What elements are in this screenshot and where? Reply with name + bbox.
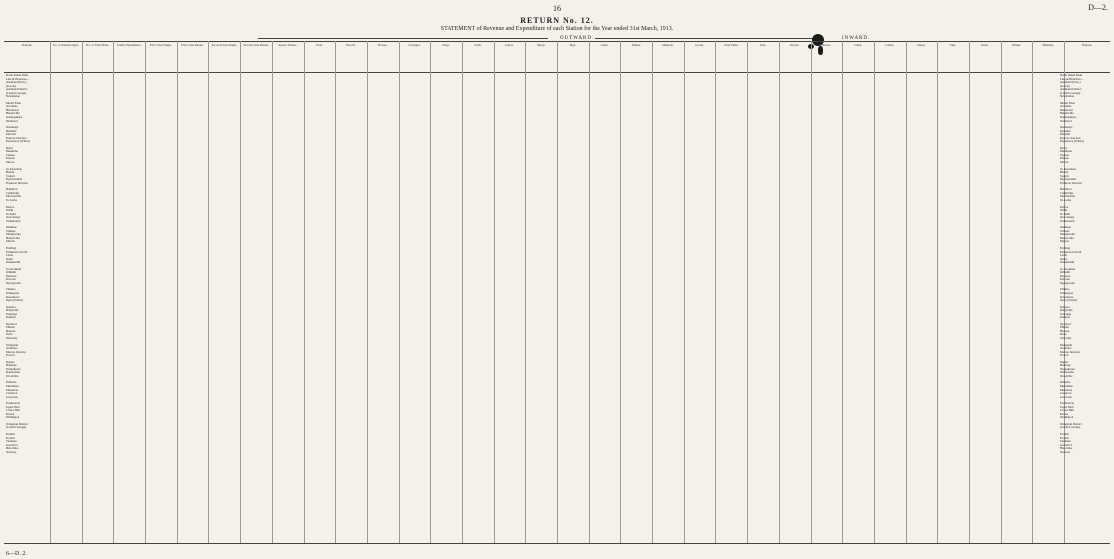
station-name: Katikati [6,316,16,320]
station-name: Kaipara [1060,305,1070,309]
station-name: Carterton [1060,392,1072,396]
station-name: Cambridge [1060,191,1074,195]
station-name: Marton [6,240,15,244]
column-rule [50,41,51,543]
station-name: Mercer [6,161,15,165]
station-name: Opua (Wharf) [6,299,23,303]
station-name: (Central Garage) [6,91,27,95]
station-name: Tauranga [6,312,18,316]
station-name: Marton Junction [6,350,26,354]
station-name: Masterton [6,388,19,392]
station-name: Masterton [1060,388,1073,392]
station-name: Auckland (Pass.) [1060,81,1081,85]
station-name: Lower Hutt [1060,409,1074,413]
station-name: Helensville [6,112,20,116]
station-name: Patea [1060,333,1067,337]
station-name: (Central Garage) [1060,91,1081,95]
return-title: RETURN No. 12. [520,16,594,25]
station-name: Greatford [1060,443,1072,447]
column-header: Grain. [600,44,609,47]
station-name: Otaki [6,257,13,261]
station-name: Taumarunui [6,219,21,223]
station-name: Opua (Wharf) [1060,299,1077,303]
station-name: Aramoho [1060,347,1072,351]
column-header: Carriages. [408,44,421,47]
station-name: Upper Hutt [1060,405,1074,409]
column-header: Calves. [505,44,514,47]
station-name: Woodville [1060,374,1073,378]
station-name: Te Kauwhata [1060,167,1076,171]
column-header: Timber. [631,44,641,47]
station-name: Hastings [6,364,17,368]
station-name: Mangaweka [6,233,21,237]
station-name: Tauranga [1060,312,1072,316]
station-name: Kaukapakapa [1060,116,1077,120]
station-name: Frankton Junction [6,181,28,185]
column-header: Horses. [821,44,831,47]
station-name: Stratford [6,322,17,326]
station-name: Ellerslie [1060,133,1070,137]
station-name: Otahuhu [6,129,17,133]
station-name: Lower Hutt [6,409,20,413]
station-name: Henderson [1060,108,1073,112]
station-name: Auckland District [1060,88,1082,92]
station-name: Wanganui District [6,422,28,426]
station-name: Waverley [1060,337,1072,340]
station-name: Wellington [6,416,20,420]
station-name: Pahiatua [1060,381,1071,385]
station-name: Mount Eden [1060,101,1075,105]
station-name: Henderson [6,108,19,112]
column-header: First Class Return. [181,44,204,47]
station-name: Featherston [6,402,20,406]
station-name: Wanganui District [1060,422,1082,426]
station-name: Paekakariki [6,261,21,265]
column-header: Minerals. [662,44,674,47]
station-name: Stratford [1060,322,1071,326]
station-name: Ngaruawahia [6,178,22,182]
column-header: Total Value. [724,44,739,47]
station-name: Te Kauwhata [6,167,22,171]
station-name: North Island Main [1060,74,1083,77]
station-name: Stanway [6,450,17,454]
document-code: D—2. [1088,3,1108,12]
column-header: Tons. [759,44,767,47]
station-name: Wellsford [1060,119,1072,123]
station-name: Kawakawa [1060,295,1074,299]
station-name: Te Awamutu [6,267,22,271]
station-name: Palmerston North [1060,250,1082,254]
station-name: Morrinsville [6,195,21,199]
station-name: Eketahuna [6,385,19,389]
station-name: Frankton Junction [1060,181,1082,185]
inward-section-label: INWARD. [842,36,871,41]
station-name: Hastings [1060,364,1071,368]
column-header: No. of Train Miles. [85,44,110,47]
station-name: Pokeno [6,157,15,161]
station-name: Rotorua [1060,278,1070,282]
station-name: Wellington [1060,416,1074,420]
station-name: Huntly [1060,171,1069,175]
station-name: (Goods) [1060,84,1070,88]
column-header: Minerals. [1042,44,1054,47]
station-name: Rotorua [6,278,16,282]
column-header: Goods. [695,44,704,47]
station-name: Levin [1060,254,1067,258]
station-name: Woodville [6,374,19,378]
station-name: Stanway [1060,450,1071,454]
station-name: Mangaweka [1060,233,1075,237]
station-name: Turakina [6,440,17,444]
station-name: Drury [1060,146,1068,150]
station-name: Greatford [6,443,18,447]
column-header: Stations. [1081,44,1093,47]
station-name: Ngongotaha [1060,281,1075,285]
station-name: Ohakune [6,226,17,230]
data-table [52,74,1056,540]
station-name: Kaipara [6,305,16,309]
station-name: Te Kuiti [1060,212,1070,216]
station-name: Line & Branches— [1060,77,1084,81]
bottom-rule [4,543,1110,544]
column-header: Second Class Return. [243,44,269,47]
column-header: Parcels. [789,44,800,47]
station-name: Huntly [6,171,15,175]
station-name: Petone [6,412,15,416]
station-name: Ohakune [1060,226,1071,230]
station-name: Paeroa [1060,205,1069,209]
column-header: Timber. [1011,44,1022,47]
page-number: 16 [553,4,561,13]
station-name: Hawera [6,329,16,333]
column-header: Calves. [885,44,895,47]
station-name: Kihikihi [1060,271,1071,275]
station-name: Taumarunui [1060,219,1075,223]
station-name: Halcombe [1060,447,1073,451]
station-name: Foxhill [6,433,15,437]
station-name: Thames [6,288,16,292]
station-name: Foxton [1060,354,1069,358]
station-name: Ngongotaha [6,281,21,285]
station-name: North Island Main [6,74,29,77]
station-name: Aramoho [6,347,18,351]
station-name: Carterton [6,392,18,396]
station-name: Mount Eden [6,101,21,105]
station-name: Hamilton [1060,188,1072,192]
station-name: Dannevirke [1060,371,1074,375]
station-name: Otaki [1060,257,1067,261]
station-name: Dannevirke [6,371,20,375]
station-name: Paeroa [6,205,15,209]
column-header: Stations. [21,44,33,47]
station-name: Te Awamutu [1060,267,1076,271]
station-name: Taihape [1060,229,1070,233]
station-name: Fordell [1060,436,1069,440]
station-name: Te Aroha [6,198,18,202]
station-list-right [1060,74,1110,454]
station-name: Hunterville [1060,236,1074,240]
station-name: Te Kuiti [6,212,16,216]
column-header: Dogs. [442,44,450,47]
column-header: Sheep. [537,44,546,47]
station-name: Avondale [1060,105,1072,109]
station-name: Pukekohe [1060,150,1072,154]
station-name: Katikati [1060,316,1070,320]
station-name: Marton [1060,240,1069,244]
station-name: Cambridge [6,191,20,195]
station-name: Palmerston North [6,250,28,254]
column-header: Pigs. [950,44,957,47]
station-name: Ngaruawahia [1060,178,1076,182]
station-name: (Goods) [6,84,16,88]
station-name: Upper Hutt [6,405,20,409]
station-name: Ellerslie [6,133,16,137]
station-name: Mercer [1060,161,1069,165]
station-name: Eltham [1060,326,1069,330]
station-name: Wanganui [6,343,19,347]
station-name: Hawera [1060,329,1070,333]
station-name: (Central Garage) [1060,426,1081,430]
station-name: Greytown [1060,395,1072,399]
station-name: Putaruru [6,274,17,278]
station-name: Drury [6,146,14,150]
station-name: Featherston [1060,402,1074,406]
station-name: Avondale [6,105,18,109]
station-name: Hamilton [6,188,18,192]
column-header: Second Class Single. [211,44,237,47]
column-header: Cattle. [854,44,862,47]
station-name: Waipukurau [6,367,21,371]
column-header: Cattle. [473,44,482,47]
station-name: Taupiri [6,174,15,178]
station-name: Te Aroha [1060,198,1072,202]
station-name: Paekakariki [1060,261,1075,265]
station-name: Petone [1060,412,1069,416]
station-name: Line & Branches— [6,77,30,81]
station-name: Marton Junction [1060,350,1080,354]
station-name: Dargaville [6,309,19,313]
station-name: Fordell [6,436,15,440]
station-name: Eketahuna [1060,385,1073,389]
station-name: Waihi [1060,209,1068,213]
column-header: First Class Single. [149,44,172,47]
station-name: Onehunga [1060,126,1073,130]
station-name: Tuakau [1060,153,1069,157]
station-name: Morrinsville [1060,195,1075,199]
station-name: Papatoetoe (Wharf) [1060,140,1084,144]
station-name: Otahuhu [1060,129,1071,133]
station-name: Pokeno [1060,157,1069,161]
column-header: No. of Stations Open. [52,44,79,47]
station-name: Napier [1060,360,1069,364]
station-name: Penrose Junction [6,136,27,140]
station-name: Waipukurau [1060,367,1075,371]
station-name: Auckland (Pass.) [6,81,27,85]
station-name: Taihape [6,229,16,233]
station-name: Onehunga [6,126,19,130]
station-name: Patea [6,333,13,337]
station-name: Wanganui [1060,343,1073,347]
column-header: Grain. [980,44,989,47]
station-name: Kihikihi [6,271,17,275]
statement-title: STATEMENT of Revenue and Expenditure of each Station for the Year ended 31st March, 1913. [440,26,674,32]
station-name: Whangarei [6,291,20,295]
station-name: Newmarket [1060,95,1074,99]
station-name: Pahiatua [6,381,17,385]
station-name: Feilding [6,246,17,250]
station-name: Auckland District [6,88,28,92]
station-name: Kaukapakapa [6,116,23,120]
station-name: Waihi [6,209,14,213]
station-name: Helensville [1060,112,1074,116]
station-name: Wellsford [6,119,18,123]
outward-bracket-left [258,38,548,39]
station-name: Tuakau [6,153,15,157]
station-name: Taupiri [1060,174,1069,178]
station-name: Kawakawa [6,295,20,299]
station-name: Dargaville [1060,309,1073,313]
column-header: Parcels. [346,44,356,47]
column-header: Traffic Expenditure. [117,44,142,47]
footer-code: 6—D. 2. [6,551,27,557]
station-name: Thames [1060,288,1070,292]
station-name: (Central Garage) [6,426,27,430]
column-header: Total. [315,44,323,47]
station-name: Hunterville [6,236,20,240]
station-name: Newmarket [6,95,20,99]
outward-bracket-right [595,38,815,39]
column-header: Pigs. [569,44,576,47]
station-name: Pukekohe [6,150,18,154]
station-name: Papatoetoe (Wharf) [6,140,30,144]
station-name: Foxton [6,354,15,358]
station-name: Foxhill [1060,433,1069,437]
outward-section-label: OUTWARD. [560,36,595,41]
station-name: Greytown [6,395,18,399]
station-name: Turakina [1060,440,1071,444]
station-name: Putaruru [1060,274,1071,278]
station-name: Levin [6,254,13,258]
column-header: Season Tickets. [278,44,297,47]
column-header: Horses. [378,44,388,47]
station-name: Whangarei [1060,291,1074,295]
station-name: Halcombe [6,447,19,451]
station-name: Otorohanga [1060,216,1075,220]
station-name: Feilding [1060,246,1071,250]
station-name: Waverley [6,337,18,340]
station-name: Otorohanga [6,216,21,220]
station-name: Penrose Junction [1060,136,1081,140]
station-name: Napier [6,360,15,364]
station-name: Eltham [6,326,15,330]
column-header: Sheep. [917,44,926,47]
station-list-left [6,74,48,454]
